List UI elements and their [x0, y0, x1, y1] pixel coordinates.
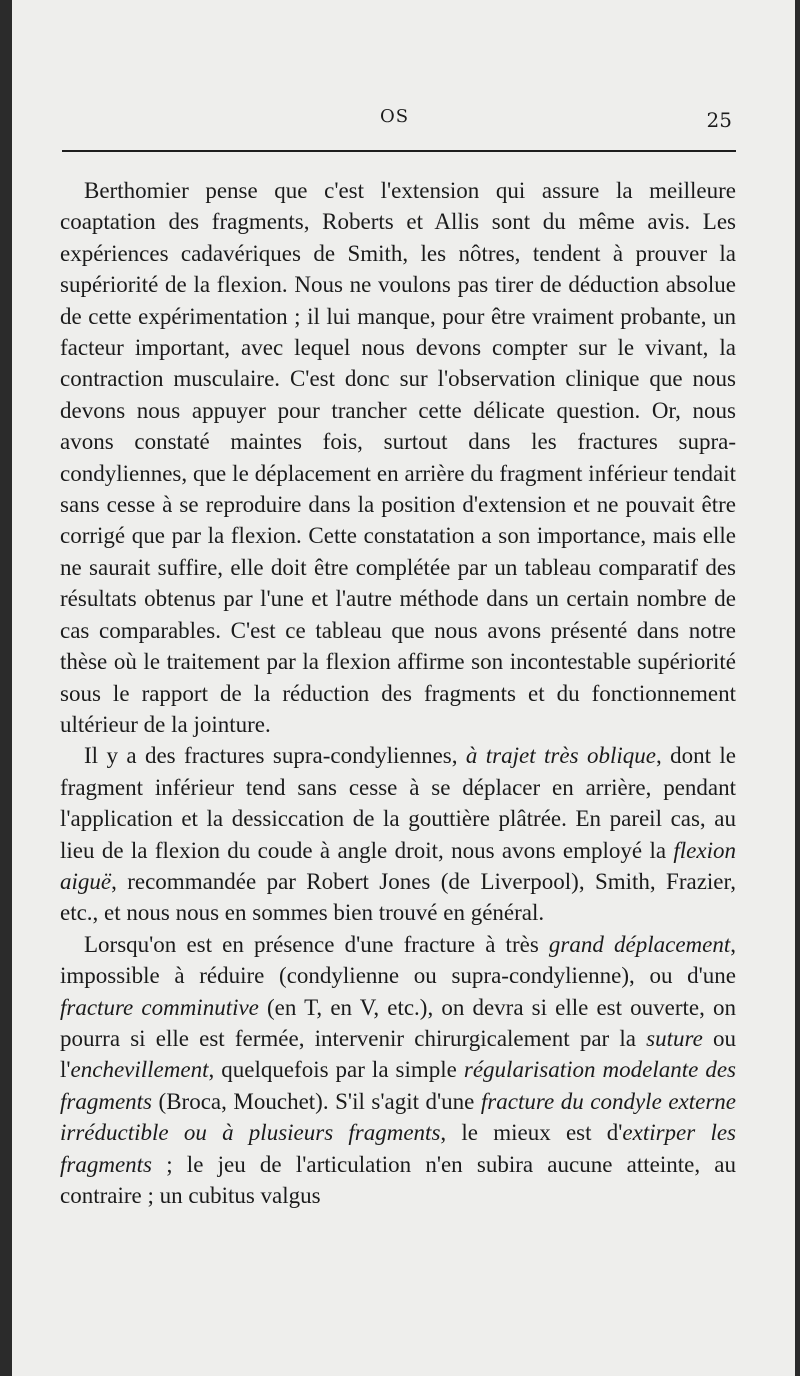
text-segment: , le mieux est d'	[440, 1120, 623, 1146]
text-segment-italic: fracture du condyle externe irréductible ou à plusieurs fragments	[60, 1088, 736, 1146]
text-segment: (en T, en V, etc.), on devra si elle est ouverte, on pourra si elle est fermée, intervenir chirurgicalement par la	[60, 994, 736, 1051]
header-rule	[62, 150, 736, 152]
text-segment: (Broca, Mouchet). S'il s'agit d'une	[152, 1088, 481, 1114]
paragraph	[60, 929, 736, 1212]
page-number: 25	[706, 108, 732, 132]
page-header	[60, 100, 740, 140]
body-text	[60, 175, 736, 1211]
text-segment: , quelquefois par la simple	[208, 1057, 464, 1083]
text-segment-italic: régularisation modelante des fragments	[60, 1057, 737, 1114]
text-segment-italic: flexion aiguë	[60, 837, 736, 894]
text-segment: ou l'	[60, 1025, 736, 1083]
text-segment: Berthomier pense que c'est l'extension qui assure la meilleure coaptation des fragments, Roberts et Allis sont du même avis. Les expériences cadavériques de Smith, les nôtres, tendent à prouver la supériorité de la flexion. Nous ne voulons pas tirer de déduction absolue de cette expérimentation ; il lui manque, pour être vraiment probante, un facteur important, avec lequel nous devons compter sur le vivant, la contraction musculaire. C'est donc sur l'observation clinique que nous devons nous appuyer pour trancher cette délicate question. Or, nous avons constaté maintes fois, surtout dans les fractures supra-condyliennes, que le déplacement en arrière du fragment inférieur tendait sans cesse à se reproduire dans la position d'extension et ne pouvait être corrigé que par la flexion. Cette constatation a son importance, mais elle ne saurait suffire, elle doit être complétée par un tableau comparatif des résultats obtenus par l'une et l'autre méthode dans un certain nombre de cas comparables. C'est ce tableau que nous avons présenté dans notre thèse où le traitement par la flexion affirme son incontestable supériorité sous le rapport de la réduction des fragments et du fonctionnement ultérieur de la jointure.	[60, 178, 736, 737]
text-segment-italic: fracture comminutive	[60, 994, 259, 1020]
text-segment-italic: enchevillement	[70, 1057, 209, 1083]
paragraph	[60, 175, 736, 740]
paragraph	[60, 740, 736, 928]
text-segment: , impossible à réduire (condylienne ou supra-condylienne), ou d'une	[60, 931, 736, 989]
text-segment: ; le jeu de l'articulation n'en subira aucune atteinte, au contraire ; un cubitus valgus	[60, 1151, 736, 1208]
book-page	[12, 0, 795, 1376]
text-segment-italic: extirper les fragments	[60, 1120, 737, 1177]
text-segment-italic: à trajet très oblique	[465, 743, 656, 769]
text-segment: Il y a des fractures supra-condyliennes,	[84, 743, 466, 769]
text-segment: , recommandée par Robert Jones (de Liverpool), Smith, Frazier, etc., et nous nous en sommes bien trouvé en général.	[60, 868, 736, 926]
text-segment: , dont le fragment inférieur tend sans cesse à se déplacer en arrière, pendant l'application et la dessiccation de la gouttière plâtrée. En pareil cas, au lieu de la flexion du coude à angle droit, nous avons employé la	[60, 743, 736, 863]
text-segment: Lorsqu'on est en présence d'une fracture à très	[84, 931, 549, 957]
text-segment-italic: grand déplacement	[548, 931, 731, 957]
text-segment-italic: suture	[646, 1025, 703, 1051]
running-head: OS	[380, 106, 410, 127]
